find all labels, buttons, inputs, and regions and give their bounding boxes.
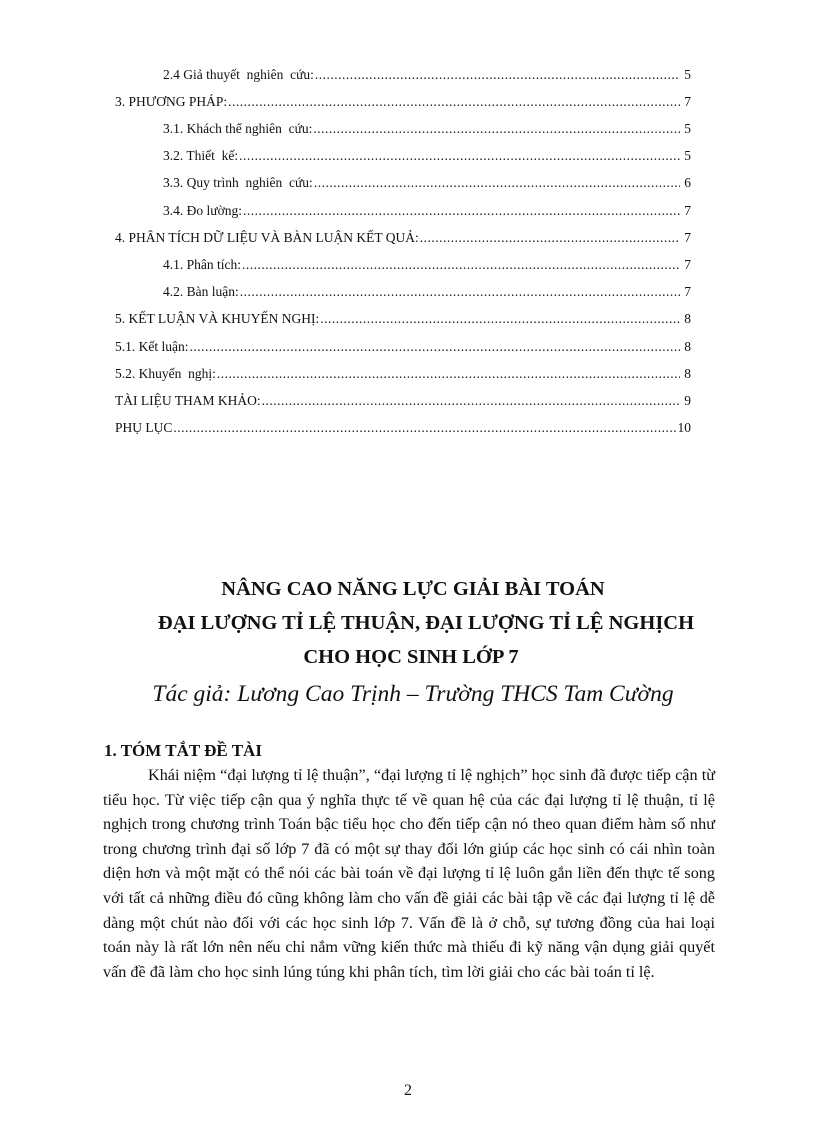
page-number: 2 <box>404 1082 412 1099</box>
toc-entry[interactable] <box>115 54 691 81</box>
toc-entry[interactable] <box>115 353 691 380</box>
toc-entry[interactable] <box>115 272 691 299</box>
toc-dot-leader <box>242 258 680 272</box>
table-of-contents <box>115 54 691 435</box>
toc-entry-page: 9 <box>684 392 691 408</box>
toc-entry-page: 7 <box>684 202 691 218</box>
toc-entry-page: 7 <box>684 284 691 300</box>
toc-entry-label: 4. PHÂN TÍCH DỮ LIỆU VÀ BÀN LUẬN KẾT QUẢ: <box>115 229 419 245</box>
toc-entry-page: 8 <box>684 311 691 327</box>
toc-entry[interactable] <box>115 108 691 135</box>
title-line: CHO HỌC SINH LỚP 7 <box>303 646 519 668</box>
toc-entry-page: 10 <box>677 420 691 436</box>
toc-dot-leader <box>239 149 680 163</box>
toc-entry-label: 5. KẾT LUẬN VÀ KHUYẾN NGHỊ: <box>115 311 320 327</box>
toc-entry-page: 5 <box>684 66 691 82</box>
toc-dot-leader <box>320 312 680 326</box>
toc-dot-leader <box>314 176 680 190</box>
toc-dot-leader <box>228 95 680 109</box>
toc-entry-label: 2.4 Giả thuyết nghiên cứu: <box>163 66 314 82</box>
toc-entry-label: PHỤ LỤC <box>115 420 173 436</box>
document-title-block <box>0 572 816 714</box>
toc-dot-leader <box>240 285 680 299</box>
toc-dot-leader <box>173 421 676 435</box>
toc-entry-page: 5 <box>684 121 691 137</box>
toc-entry-label: 3. PHƯƠNG PHÁP: <box>115 93 228 109</box>
toc-entry[interactable] <box>115 380 691 407</box>
toc-entry[interactable] <box>115 326 691 353</box>
toc-entry-label: TÀI LIỆU THAM KHẢO: <box>115 392 261 408</box>
toc-dot-leader <box>262 394 680 408</box>
toc-entry-label: 3.1. Khách thể nghiên cứu: <box>163 121 313 137</box>
toc-entry-label: 5.2. Khuyến nghị: <box>115 365 216 381</box>
toc-entry[interactable] <box>115 136 691 163</box>
title-line: ĐẠI LƯỢNG TỈ LỆ THUẬN, ĐẠI LƯỢNG TỈ LỆ NGHỊCH <box>157 612 695 634</box>
toc-entry[interactable] <box>115 244 691 271</box>
toc-entry-label: 4.2. Bàn luận: <box>163 284 239 300</box>
toc-entry-label: 3.3. Quy trình nghiên cứu: <box>163 175 313 191</box>
toc-entry[interactable] <box>115 407 691 434</box>
toc-dot-leader <box>313 122 680 136</box>
toc-entry[interactable] <box>115 81 691 108</box>
toc-entry-page: 7 <box>684 93 691 109</box>
toc-entry-page: 8 <box>684 365 691 381</box>
toc-entry-label: 3.4. Đo lường: <box>163 202 242 218</box>
toc-entry-label: 3.2. Thiết kế: <box>163 148 239 164</box>
toc-entry-label: 4.1. Phân tích: <box>163 257 241 272</box>
toc-entry[interactable] <box>115 163 691 190</box>
toc-dot-leader <box>243 204 680 218</box>
section-heading: 1. TÓM TẮT ĐỀ TÀI <box>104 741 262 760</box>
author-line: Tác giả: Lương Cao Trịnh – Trường THCS Tam Cường <box>152 681 674 707</box>
toc-entry-page: 7 <box>684 229 691 245</box>
toc-entry-page: 6 <box>684 175 691 191</box>
toc-entry-label: 5.1. Kết luận: <box>115 338 189 354</box>
toc-dot-leader <box>217 367 680 381</box>
toc-dot-leader <box>190 340 681 354</box>
toc-dot-leader <box>420 231 680 245</box>
toc-entry[interactable] <box>115 190 691 217</box>
toc-entry[interactable] <box>115 217 691 244</box>
toc-entry-page: 8 <box>684 338 691 354</box>
toc-dot-leader <box>315 68 680 82</box>
title-line: NÂNG CAO NĂNG LỰC GIẢI BÀI TOÁN <box>221 578 605 600</box>
toc-entry-page: 5 <box>684 148 691 164</box>
section-paragraph: Khái niệm “đại lượng tỉ lệ thuận”, “đại lượng tỉ lệ nghịch” học sinh đã được tiếp cận từ tiểu học. Từ việc tiếp cận qua ý nghĩa thực tế về quan hệ của các đại lượng tỉ lệ thuận, tỉ lệ nghịch trong chương trình Toán bậc tiểu học cho đến tiếp cận nó theo quan điểm hàm số như trong chương trình đại số lớp 7 đã có một sự thay đổi lớn giúp các học sinh có cái nhìn toàn diện hơn và một mặt có thể nói các bài toán về đại lượng tỉ lệ luôn gắn liền đến thực tế song với tất cả những điều đó cũng không làm cho vấn đề giải các bài tập về các đại lượng tỉ lệ dễ dàng một chút nào đối với các học sinh lớp 7. Vấn đề là ở chỗ, sự tương đồng của hai loại toán này là rất lớn nên nếu chỉ nắm vững kiến thức mà thiếu đi kỹ năng vận dụng giải quyết vấn đề đã làm cho học sinh lúng túng khi phân tích, tìm lời giải cho các bài toán tỉ lệ. <box>103 766 715 981</box>
toc-entry[interactable] <box>115 299 691 326</box>
toc-entry-page: 7 <box>684 257 691 272</box>
